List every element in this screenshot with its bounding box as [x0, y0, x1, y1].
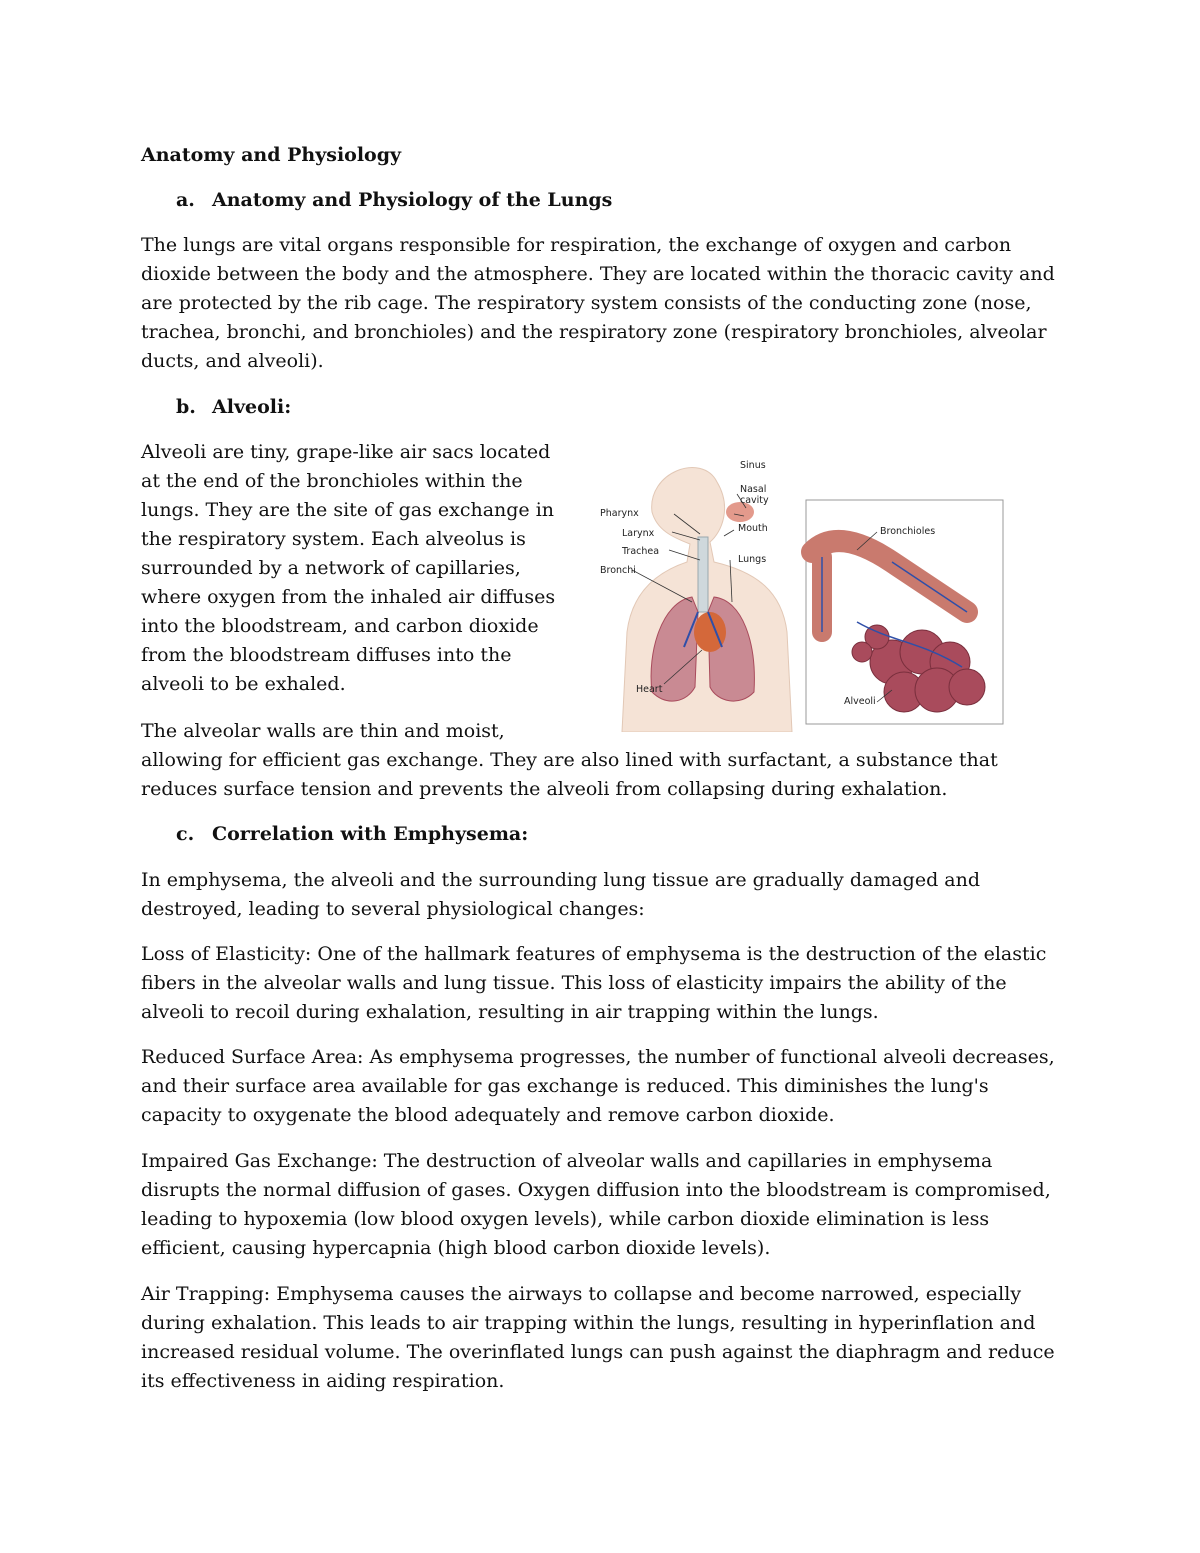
- respiratory-system-illustration: [592, 452, 1010, 732]
- paragraph-alveoli: Alveoli are tiny, grape-like air sacs located at the end of the bronchioles within the lungs. They are the site of gas exchange in the respiratory system. Each alveolus is surrounded by a network of capillaries, where oxygen from the inhaled air diffuses into the bloodstream, and carbon dioxide from the bloodstream diffuses into the alveoli to be exhaled.: [141, 441, 556, 695]
- section-b-heading: [176, 393, 291, 422]
- section-c-marker: c.: [176, 823, 195, 845]
- label-nasal-cavity: cavity: [740, 495, 769, 506]
- paragraph-emphysema-intro: In emphysema, the alveoli and the surrounding lung tissue are gradually damaged and destroyed, leading to several physiological changes:: [141, 869, 981, 920]
- paragraph-reduced-surface-area: Reduced Surface Area: As emphysema progresses, the number of functional alveoli decreases, and their surface area available for gas exchange is reduced. This diminishes the lung's capacity to oxygenate the blood adequately and remove carbon dioxide.: [141, 1046, 1055, 1126]
- label-nasal: Nasal: [740, 484, 767, 495]
- label-trachea: Trachea: [622, 546, 660, 557]
- label-alveoli: Alveoli: [844, 696, 876, 707]
- section-c-title: Correlation with Emphysema:: [212, 823, 529, 845]
- label-heart: Heart: [636, 684, 663, 695]
- paragraph-impaired-gas-exchange: Impaired Gas Exchange: The destruction of alveolar walls and capillaries in emphysema disrupts the normal diffusion of gases. Oxygen diffusion into the bloodstream is compromised, leading to hypoxemia (low blood oxygen levels), while carbon dioxide elimination is less efficient, causing hypercapnia (high blood carbon dioxide levels).: [141, 1150, 1051, 1259]
- section-b-marker: b.: [176, 396, 196, 418]
- label-lungs: Lungs: [738, 554, 767, 565]
- paragraph-loss-of-elasticity: Loss of Elasticity: One of the hallmark features of emphysema is the destruction of the elastic fibers in the alveolar walls and lung tissue. This loss of elasticity impairs the ability of the alveoli to recoil during exhalation, resulting in air trapping within the lungs.: [141, 943, 1047, 1023]
- label-bronchioles: Bronchioles: [880, 526, 936, 537]
- paragraph-air-trapping: Air Trapping: Emphysema causes the airways to collapse and become narrowed, especially during exhalation. This leads to air trapping within the lungs, resulting in hyperinflation and increased residual volume. The overinflated lungs can push against the diaphragm and reduce its effectiveness in aiding respiration.: [141, 1283, 1055, 1392]
- section-a-title: Anatomy and Physiology of the Lungs: [212, 189, 613, 211]
- respiratory-system-figure: [592, 452, 1010, 732]
- section-a-marker: a.: [176, 189, 195, 211]
- label-bronchi: Bronchi: [600, 565, 636, 576]
- paragraph-alveolar-walls: allowing for efficient gas exchange. They are also lined with surfactant, a substance that reduces surface tension and prevents the alveoli from collapsing during exhalation.: [141, 749, 998, 800]
- label-sinus: Sinus: [740, 460, 766, 471]
- label-pharynx: Pharynx: [600, 508, 639, 519]
- paragraph-lungs: The lungs are vital organs responsible for respiration, the exchange of oxygen and carbon dioxide between the body and the atmosphere. They are located within the thoracic cavity and are protected by the rib cage. The respiratory system consists of the conducting zone (nose, trachea, bronchi, and bronchioles) and the respiratory zone (respiratory bronchioles, alveolar ducts, and alveoli).: [141, 234, 1055, 372]
- section-c-heading: [176, 820, 528, 849]
- section-b-title: Alveoli:: [212, 396, 292, 418]
- label-larynx: Larynx: [622, 528, 655, 539]
- document-title: Anatomy and Physiology: [141, 144, 402, 166]
- label-mouth: Mouth: [738, 523, 768, 534]
- paragraph-alveolar-walls-start: The alveolar walls are thin and moist,: [141, 720, 505, 742]
- section-a-heading: [176, 186, 612, 215]
